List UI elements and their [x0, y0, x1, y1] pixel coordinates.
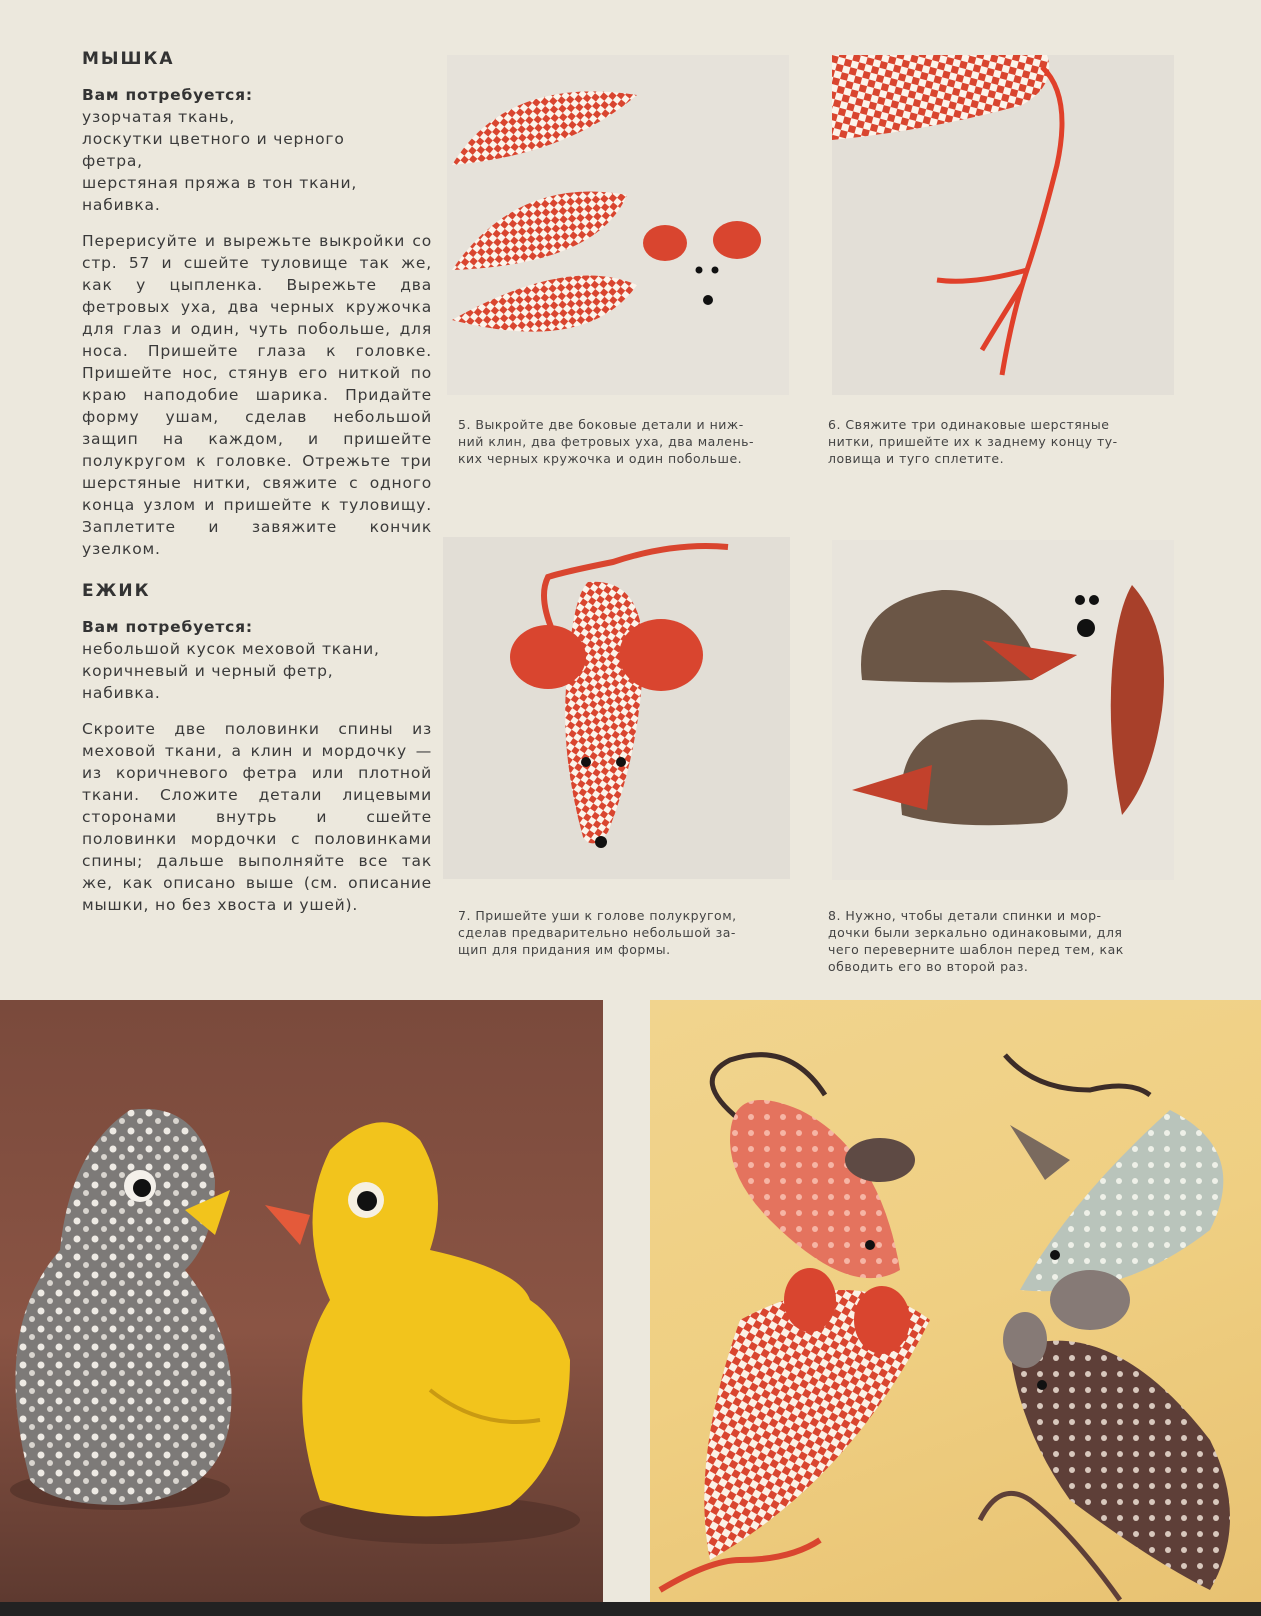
- mouse-instructions: Перерисуйте и вырежьте выкройки со стр. 57 и сшейте туловище так же, как у цыпленка. Вырежьте два фетровых уха, два черных кружочка для глаз и один, чуть побольше, для носа. Пришейте глаза к головке. Пришейте нос, стянув его ниткой по краю наподобие шарика. Придайте форму ушам, сделав небольшой защип на каждом, и пришейте полукругом к головке. Отрежьте три шерстяные нитки, свяжите с одного конца узлом и пришейте к туловищу. Заплетите и завяжите кончик узелком.: [82, 232, 432, 558]
- caption-step-6: 6. Свяжите три одинаковые шерстяные нитки, пришейте их к заднему концу ту- ловища и туго сплетите.: [828, 417, 1118, 466]
- pattern-pieces-illustration: [447, 55, 789, 395]
- braided-tail-illustration: [832, 55, 1174, 395]
- mouse-needs-heading: Вам потребуется:: [82, 86, 253, 104]
- photo-finished-chicks: [0, 1000, 603, 1602]
- mouse-material: узорчатая ткань,: [82, 108, 236, 126]
- hedgehog-instructions: Скроите две половинки спины из меховой ткани, а клин и мордочку — из коричневого фетра или плотной ткани. Сложите детали лицевыми сторонами внутрь и сшейте половинки мордочки с половинками спины; дальше выполняйте все так же, как описано выше (см. описание мышки, но без хвоста и ушей).: [82, 720, 432, 914]
- photo-step-8-hedgehog-pieces: [832, 540, 1174, 880]
- hedgehog-material: небольшой кусок меховой ткани,: [82, 640, 380, 658]
- mouse-material: шерстяная пряжа в тон ткани,: [82, 174, 358, 192]
- caption-step-5: 5. Выкройте две боковые детали и ниж- ний клин, два фетровых уха, два малень- ких черных кружочка и один побольше.: [458, 417, 755, 466]
- photo-step-6-braided-tail: [832, 55, 1174, 395]
- assembled-mouse-illustration: [443, 537, 790, 879]
- hedgehog-title: ЕЖИК: [82, 581, 151, 601]
- photo-step-7-assembled-mouse: [443, 537, 790, 879]
- mouse-title: МЫШКА: [82, 49, 175, 69]
- photo-finished-mice: [650, 1000, 1261, 1602]
- photo-step-5-pattern-pieces: [447, 55, 789, 395]
- chicks-illustration: [0, 1000, 603, 1602]
- mouse-material: набивка.: [82, 196, 161, 214]
- mouse-material: лоскутки цветного и черного: [82, 130, 345, 148]
- hedgehog-pieces-illustration: [832, 540, 1174, 880]
- hedgehog-material: коричневый и черный фетр,: [82, 662, 334, 680]
- instructions-column: [82, 48, 432, 936]
- mice-illustration: [650, 1000, 1261, 1602]
- page-bottom-edge: [0, 1602, 1261, 1616]
- hedgehog-material: набивка.: [82, 684, 161, 702]
- hedgehog-needs-heading: Вам потребуется:: [82, 618, 253, 636]
- mouse-material: фетра,: [82, 152, 143, 170]
- caption-step-8: 8. Нужно, чтобы детали спинки и мор- дочки были зеркально одинаковыми, для чего переверните шаблон перед тем, как обводить его во второй раз.: [828, 908, 1124, 974]
- caption-step-7: 7. Пришейте уши к голове полукругом, сделав предварительно небольшой за- щип для придания им формы.: [458, 908, 737, 957]
